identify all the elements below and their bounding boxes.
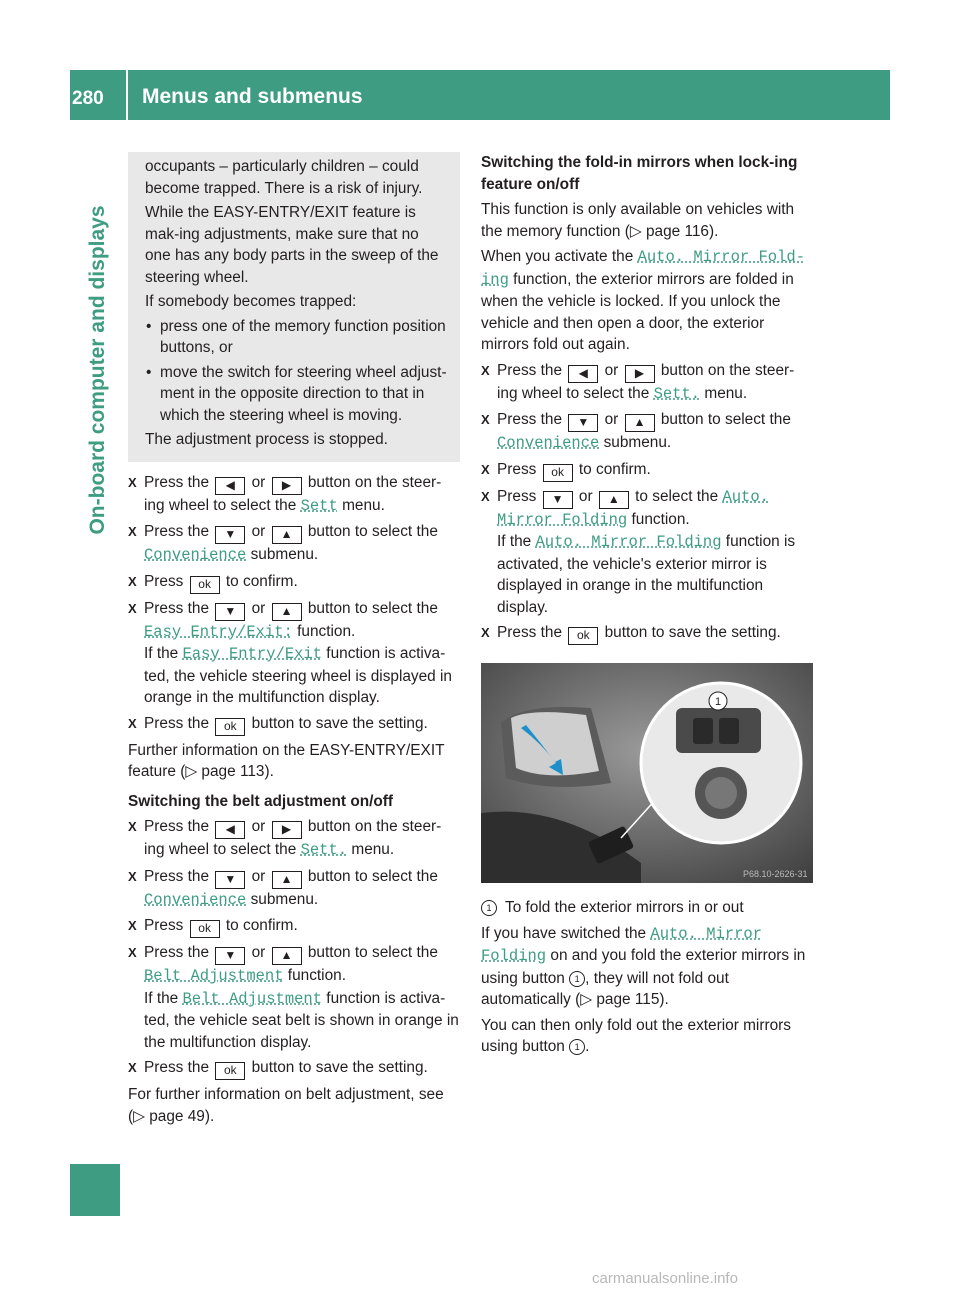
step: X Press the ok button to save the setting. <box>481 622 813 645</box>
submenu-convenience: Convenience <box>144 546 247 564</box>
step: X Press the ◀ or ▶ button on the steer-ing wheel to select the Sett. menu. <box>481 360 813 406</box>
ok-key-icon: ok <box>190 576 220 594</box>
ok-key-icon: ok <box>568 627 598 645</box>
up-key-icon: ▲ <box>272 603 302 621</box>
right-key-icon: ▶ <box>625 365 655 383</box>
side-tab-label: On-board computer and displays <box>86 205 109 535</box>
ok-key-icon: ok <box>215 718 245 736</box>
ok-key-icon: ok <box>215 1062 245 1080</box>
warning-closing: The adjustment process is stopped. <box>145 431 388 448</box>
function-easy-entry: Easy Entry/Exit <box>182 645 323 663</box>
function-mirror: Auto. Mirror Folding <box>497 487 769 529</box>
menu-sett: Sett. <box>653 384 701 403</box>
up-key-icon: ▲ <box>272 871 302 889</box>
warning-line: occupants – particularly children – could become trapped. There is a risk of injury. <box>145 158 423 197</box>
function-mirror: Auto. Mirror Fold-ing <box>481 248 805 289</box>
callout-1-icon: 1 <box>481 900 497 916</box>
ok-key-icon: ok <box>543 464 573 482</box>
down-key-icon: ▼ <box>215 603 245 621</box>
left-key-icon: ◀ <box>568 365 598 383</box>
down-key-icon: ▼ <box>543 491 573 509</box>
manual-fold-text: If you have switched the Auto. Mirror Folding on and you fold the exterior mirrors in using button 1 , they will not fold out automatically (▷ page 115). <box>481 924 806 1008</box>
menu-sett: Sett <box>300 496 338 515</box>
function-easy-entry: Easy Entry/Exit: <box>144 622 293 641</box>
right-key-icon: ▶ <box>272 477 302 495</box>
down-key-icon: ▼ <box>215 871 245 889</box>
header-divider <box>126 70 128 120</box>
door-mirror-photo <box>481 663 813 883</box>
step: X Press the ◀ or ▶ button on the steer-ing wheel to select the Sett. menu. <box>128 816 460 862</box>
photo-code: P68.10-2626-31 <box>743 869 808 879</box>
left-key-icon: ◀ <box>215 477 245 495</box>
step: X Press the ▼ or ▲ button to select the Convenience submenu. <box>128 866 460 912</box>
down-key-icon: ▼ <box>215 526 245 544</box>
side-tab-marker <box>70 1164 120 1216</box>
step: X Press the ▼ or ▲ button to select the Easy Entry/Exit: function. If the Easy Entry/Exit function is activa-ted, the vehicle steering wheel is displayed in orange in the multifunction display. <box>128 598 460 709</box>
further-info: Further information on the EASY-ENTRY/EXIT feature (▷ page 113). <box>128 741 445 780</box>
section-heading: Switching the belt adjustment on/off <box>128 792 394 810</box>
step: X Press the ok button to save the setting. <box>128 713 460 736</box>
watermark: carmanualsonline.info <box>592 1270 738 1287</box>
step: X Press the ▼ or ▲ button to select the Belt Adjustment function. If the Belt Adjustment function is activa-ted, the vehicle seat belt is shown in orange in the multifunction display. <box>128 942 460 1053</box>
page-number: 280 <box>72 88 104 109</box>
step: X Press the ▼ or ▲ button to select the Convenience submenu. <box>481 409 813 455</box>
belt-footer: For further information on belt adjustment, see (▷ page 49). <box>128 1086 444 1125</box>
submenu-convenience: Convenience <box>144 890 247 909</box>
step: X Press the ok button to save the setting. <box>128 1057 460 1080</box>
warning-line: While the EASY-ENTRY/EXIT feature is mak-ing adjustments, make sure that no one has any body parts in the sweep of the steering wheel. <box>145 204 439 286</box>
warning-box <box>128 152 460 462</box>
step: X Press ▼ or ▲ to select the Auto. Mirror Folding function. If the Auto. Mirror Folding function is activated, the vehicle's exterior mirror is displayed in orange in the multifunction display. <box>481 486 813 619</box>
up-key-icon: ▲ <box>272 526 302 544</box>
up-key-icon: ▲ <box>272 947 302 965</box>
step: X Press ok to confirm. <box>481 459 813 482</box>
right-column <box>481 152 813 1062</box>
activation-text: When you activate the Auto. Mirror Fold-ing function, the exterior mirrors are folded in when the vehicle is locked. If you unlock the vehicle and then open a door, the exterior mirrors fold out again. <box>481 248 805 353</box>
down-key-icon: ▼ <box>568 414 598 432</box>
function-belt: Belt Adjustment <box>144 967 284 985</box>
warning-bullet: • press one of the memory function position buttons, or <box>145 316 448 359</box>
up-key-icon: ▲ <box>625 414 655 432</box>
section-heading: Switching the fold-in mirrors when lock-ing feature on/off <box>481 154 798 193</box>
svg-text:1: 1 <box>714 696 722 708</box>
step: X Press ok to confirm. <box>128 915 460 938</box>
page-title: Menus and submenus <box>142 85 363 108</box>
menu-sett: Sett. <box>300 841 348 859</box>
step: X Press the ▼ or ▲ button to select the Convenience submenu. <box>128 521 460 567</box>
submenu-convenience: Convenience <box>497 434 600 452</box>
intro: This function is only available on vehicles with the memory function (▷ page 116). <box>481 201 795 240</box>
left-key-icon: ◀ <box>215 821 245 839</box>
warning-bullet: • move the switch for steering wheel adjust-ment in the opposite direction to that in which the steering wheel is moving. <box>145 362 448 427</box>
function-mirror: Auto. Mirror Folding <box>535 533 722 551</box>
left-column <box>128 152 460 1131</box>
function-belt: Belt Adjustment <box>182 989 323 1008</box>
callout-1-icon: 1 <box>569 971 585 987</box>
ok-key-icon: ok <box>190 920 220 938</box>
right-key-icon: ▶ <box>272 821 302 839</box>
down-key-icon: ▼ <box>215 947 245 965</box>
last-text: You can then only fold out the exterior mirrors using button 1 . <box>481 1016 791 1055</box>
step: X Press the ◀ or ▶ button on the steer-ing wheel to select the Sett menu. <box>128 472 460 518</box>
up-key-icon: ▲ <box>599 491 629 509</box>
step: X Press ok to confirm. <box>128 571 460 594</box>
callout-1-icon: 1 <box>569 1039 585 1055</box>
legend-item: 1 To fold the exterior mirrors in or out <box>481 897 813 919</box>
function-mirror: Auto. Mirror Folding <box>481 924 763 965</box>
warning-line: If somebody becomes trapped: <box>145 293 357 310</box>
